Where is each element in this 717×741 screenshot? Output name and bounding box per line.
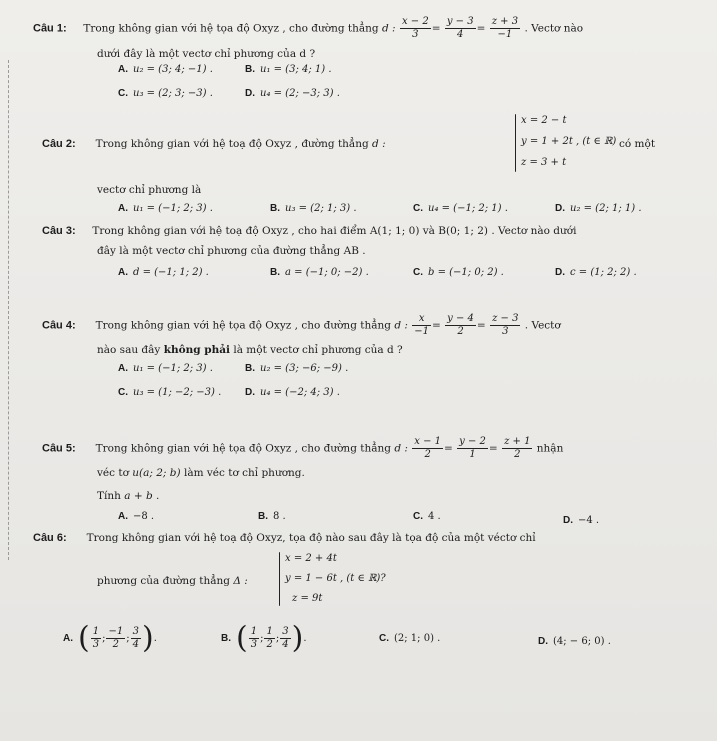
q2-option-d[interactable]: D. u₂ = (2; 1; 1) . <box>555 203 642 214</box>
q6-eq3: z = 9t <box>292 593 323 604</box>
question-1: Câu 1: Trong không gian với hệ tọa độ Oxyz , cho đường thẳng d : $\frac{x - 2}{3}$ = $\frac{y - 3}{4}$ = $\frac{z + 3}{-1}$ . Vectơ nào <box>33 16 584 40</box>
q1-option-b[interactable]: B. u₁ = (3; 4; 1) . <box>245 64 332 75</box>
q4-fraction-x: $\frac{x}{-1}$ <box>414 313 430 337</box>
q3-option-a[interactable]: A. d = (−1; 1; 2) . <box>118 267 209 278</box>
q4-option-a[interactable]: A. u₁ = (−1; 2; 3) . <box>118 363 213 374</box>
q1-fraction-z: $\frac{z + 3}{-1}$ <box>491 16 519 40</box>
q3-option-c[interactable]: C. b = (−1; 0; 2) . <box>413 267 504 278</box>
q2-brace <box>515 114 516 172</box>
q2-option-a[interactable]: A. u₁ = (−1; 2; 3) . <box>118 203 213 214</box>
q2-option-b[interactable]: B. u₃ = (2; 1; 3) . <box>270 203 357 214</box>
q6-eq1: x = 2 + 4t <box>285 553 337 564</box>
q5-fraction-x: $\frac{x - 1}{2}$ <box>414 436 442 460</box>
q6-option-a[interactable]: A. ( $\frac{1}{3}$ ; $\frac{-1}{2}$ ; $\frac{3}{4}$ ). <box>63 620 157 656</box>
question-5: Câu 5: Trong không gian với hệ tọa độ Oxyz , cho đường thẳng d : $\frac{x - 1}{2}$ = $\frac{y - 2}{1}$ = $\frac{z + 1}{2}$ nhận <box>42 436 564 460</box>
q5-option-b[interactable]: B. 8 . <box>258 511 286 522</box>
question-6-line2: phương của đường thẳng Δ : <box>97 575 248 587</box>
q2-eq2: y = 1 + 2t , (t ∈ ℝ) <box>521 136 617 147</box>
question-2-line2: vectơ chỉ phương là <box>97 184 202 196</box>
question-5-line3: Tính a + b . <box>97 490 160 502</box>
q2-text-after: có một <box>619 138 656 150</box>
q4-fraction-z: $\frac{z - 3}{3}$ <box>492 313 519 337</box>
q3-option-d[interactable]: D. c = (1; 2; 2) . <box>555 267 637 278</box>
question-4-line2: nào sau đây không phải là một vectơ chỉ phương của d ? <box>97 344 403 356</box>
q1-fraction-y: $\frac{y - 3}{4}$ <box>446 16 474 40</box>
question-2: Câu 2: Trong không gian với hệ toạ độ Oxyz , đường thẳng d : <box>42 138 386 150</box>
q2-option-c[interactable]: C. u₄ = (−1; 2; 1) . <box>413 203 508 214</box>
q6-option-c[interactable]: C. (2; 1; 0) . <box>379 633 441 644</box>
q1-option-d[interactable]: D. u₄ = (2; −3; 3) . <box>245 88 340 99</box>
q4-option-c[interactable]: C. u₃ = (1; −2; −3) . <box>118 387 222 398</box>
question-5-line2: véc tơ u(a; 2; b) làm véc tơ chỉ phương. <box>97 467 305 479</box>
question-6: Câu 6: Trong không gian với hệ toạ độ Oxyz, tọa độ nào sau đây là tọa độ của một véctơ chỉ <box>33 532 536 544</box>
question-3: Câu 3: Trong không gian với hệ toạ độ Oxyz , cho hai điểm A(1; 1; 0) và B(0; 1; 2) . Vectơ nào dưới <box>42 225 577 237</box>
q4-option-d[interactable]: D. u₄ = (−2; 4; 3) . <box>245 387 340 398</box>
q5-fraction-y: $\frac{y - 2}{1}$ <box>459 436 486 460</box>
q5-fraction-z: $\frac{z + 1}{2}$ <box>504 436 531 460</box>
q4-fraction-y: $\frac{y - 4}{2}$ <box>447 313 474 337</box>
q2-eq3: z = 3 + t <box>521 157 567 168</box>
q2-eq1: x = 2 − t <box>521 115 567 126</box>
q3-option-b[interactable]: B. a = (−1; 0; −2) . <box>270 267 369 278</box>
q5-option-a[interactable]: A. −8 . <box>118 511 155 522</box>
q5-option-c[interactable]: C. 4 . <box>413 511 441 522</box>
q1-fraction-x: $\frac{x - 2}{3}$ <box>401 16 429 40</box>
question-3-line2: đây là một vectơ chỉ phương của đường thẳng AB . <box>97 245 366 257</box>
q6-eq2: y = 1 − 6t , (t ∈ ℝ)? <box>285 573 386 584</box>
question-1-line2: dưới đây là một vectơ chỉ phương của d ? <box>97 48 316 60</box>
q5-option-d[interactable]: D. −4 . <box>563 515 600 526</box>
margin-dash-line <box>8 60 9 560</box>
q1-option-c[interactable]: C. u₃ = (2; 3; −3) . <box>118 88 213 99</box>
q6-option-b[interactable]: B. ( $\frac{1}{3}$ ; $\frac{1}{2}$ ; $\frac{3}{4}$ ). <box>221 620 307 656</box>
q1-option-a[interactable]: A. u₂ = (3; 4; −1) . <box>118 64 213 75</box>
question-4: Câu 4: Trong không gian với hệ tọa độ Oxyz , cho đường thẳng d : $\frac{x}{-1}$ = $\frac{y - 4}{2}$ = $\frac{z - 3}{3}$ . Vectơ <box>42 313 561 337</box>
q4-option-b[interactable]: B. u₂ = (3; −6; −9) . <box>245 363 349 374</box>
q6-option-d[interactable]: D. (4; − 6; 0) . <box>538 636 611 647</box>
q6-brace <box>279 552 280 606</box>
